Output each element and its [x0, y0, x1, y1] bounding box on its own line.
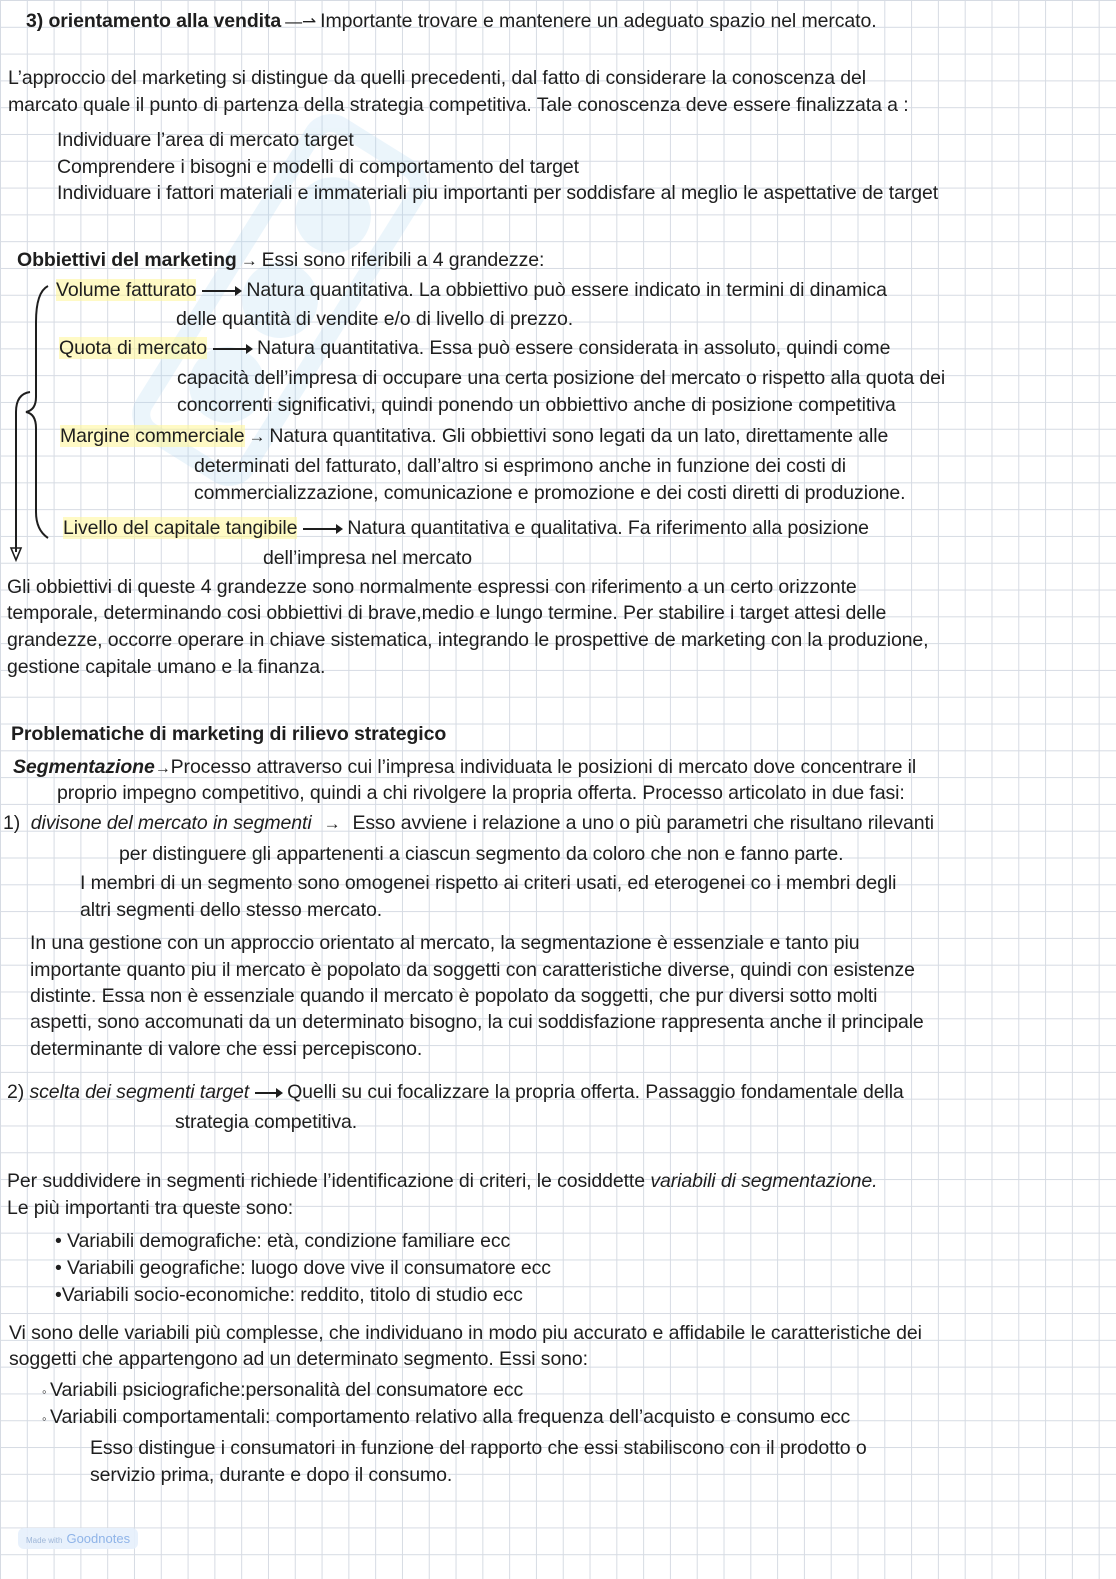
step1-num: 1) [3, 812, 21, 834]
capitale-row [63, 515, 869, 541]
margine-label: Margine commerciale [60, 425, 245, 447]
summary-line-4: gestione capitale umano e la finanza. [7, 656, 326, 678]
margine-line-3: commercializzazione, comunicazione e promozione e dei costi diretti di produzione. [194, 482, 906, 504]
segmentazione-line-2: proprio impegno competitivo, quindi a chi rivolgere la propria offerta. Processo articolato in due fasi: [57, 782, 905, 804]
arrow-right-icon: —⇀ [285, 12, 317, 31]
circle-bullet-icon: ◦ [42, 1411, 51, 1426]
volume-line-1: Natura quantitativa. La obbiettivo può essere indicato in termini di dinamica [246, 279, 887, 301]
complex-item-1 [42, 1377, 523, 1405]
volume-label: Volume fatturato [56, 279, 197, 301]
complex-item-2 [42, 1404, 850, 1432]
badge-brand: Goodnotes [66, 1531, 131, 1546]
orientamento-text: Importante trovare e mantenere un adeguato spazio nel mercato. [320, 10, 877, 32]
basic-item-3 [55, 1282, 523, 1308]
badge-small: Made with [26, 1536, 63, 1545]
volume-line-2: delle quantità di vendite e/o di livello di prezzo. [176, 308, 574, 330]
para-line-2: importante quanto piu il mercato è popolato da soggetti con caratteristiche diverse, quindi con esistenze [30, 959, 915, 981]
summary-line-1: Gli obbiettivi di queste 4 grandezze sono normalmente espressi con riferimento a un certo orizzonte [7, 576, 857, 598]
orientamento-row [26, 8, 877, 35]
arrow-right-icon: → [248, 427, 266, 446]
intro-item-1: Individuare l’area di mercato target [57, 129, 354, 151]
quota-line-1: Natura quantitativa. Essa può essere considerata in assoluto, quindi come [256, 337, 891, 359]
brace-icon [8, 282, 56, 572]
obiettivi-subtitle: Essi sono riferibili a 4 grandezze: [261, 249, 545, 271]
bullet-icon: • [55, 1284, 62, 1306]
long-arrow-icon [213, 348, 251, 350]
complex-note-2: servizio prima, durante e dopo il consumo. [90, 1464, 453, 1486]
obiettivi-heading: Obbiettivi del marketing [17, 249, 237, 271]
arrow-right-icon: → [154, 760, 171, 777]
long-arrow-icon [202, 290, 240, 292]
orientamento-heading: 3) orientamento alla vendita [26, 10, 282, 32]
variabili-line-1-italic: variabili di segmentazione. [650, 1170, 878, 1192]
arrow-right-icon: → [323, 814, 341, 833]
margine-row [60, 423, 888, 450]
goodnotes-badge [18, 1528, 138, 1549]
quota-label: Quota di mercato [59, 337, 207, 359]
segmentazione-line-1: Processo attraverso cui l’impresa individuata le posizioni di mercato dove concentrare il [170, 756, 917, 778]
margine-line-2: determinati del fatturato, dall’altro si esprimono anche in funzione dei costi di [194, 455, 847, 477]
step1-line-2: per distinguere gli appartenenti a ciascun segmento da coloro che non e fanno parte. [119, 843, 844, 865]
basic-item-1-text: Variabili demografiche: età, condizione familiare ecc [67, 1230, 511, 1252]
step1-row [3, 810, 934, 837]
para-line-1: In una gestione con un approccio orientato al mercato, la segmentazione è essenziale e tanto piu [30, 932, 860, 954]
basic-item-3-text: Variabili socio-economiche: reddito, titolo di studio ecc [61, 1284, 523, 1306]
complex-intro-1: Vi sono delle variabili più complesse, che individuano in modo piu accurato e affidabile le caratteristiche dei [9, 1322, 922, 1344]
complex-intro-2: soggetti che appartengono ad un determinato segmento. Essi sono: [9, 1348, 588, 1370]
step1-line-4: altri segmenti dello stesso mercato. [80, 899, 383, 921]
step1-label: divisone del mercato in segmenti [30, 812, 312, 834]
margine-line-1: Natura quantitativa. Gli obbiettivi sono legati da un lato, direttamente alle [269, 425, 889, 447]
problematiche-heading: Problematiche di marketing di rilievo strategico [11, 723, 447, 745]
long-arrow-icon [255, 1092, 281, 1094]
quota-row [59, 335, 890, 361]
arrow-right-icon: → [240, 251, 258, 270]
summary-line-2: temporale, determinando cosi obbiettivi di brave,medio e lungo termine. Per stabilire i target attesi delle [7, 602, 887, 624]
step2-line-1: Quelli su cui focalizzare la propria offerta. Passaggio fondamentale della [287, 1081, 904, 1103]
para-line-5: determinante di valore che essi percepiscono. [30, 1038, 423, 1060]
basic-item-2 [55, 1255, 551, 1281]
intro-item-3: Individuare i fattori materiali e immateriali piu importanti per soddisfare al meglio le aspettative de target [57, 182, 939, 204]
capitale-line-2: dell’impresa nel mercato [263, 547, 472, 569]
capitale-label: Livello del capitale tangibile [63, 517, 298, 539]
summary-line-3: grandezze, occorre operare in chiave sistematica, integrando le prospettive de marketing con la produzione, [7, 629, 929, 651]
segmentazione-label: Segmentazione [13, 756, 155, 778]
complex-item-1-text: Variabili psiciografiche:personalità del consumatore ecc [50, 1379, 524, 1401]
long-arrow-icon [303, 528, 341, 530]
quota-line-2: capacità dell’impresa di occupare una certa posizione del mercato o rispetto alla quota dei [177, 367, 946, 389]
capitale-line-1: Natura quantitativa e qualitativa. Fa riferimento alla posizione [347, 517, 869, 539]
variabili-line-1-start: Per suddividere in segmenti richiede l’identificazione di criteri, le cosiddette [7, 1170, 645, 1192]
volume-row [56, 277, 887, 303]
step1-line-3: I membri di un segmento sono omogenei rispetto ai criteri usati, ed eterogenei co i membri degli [80, 872, 897, 894]
step2-row [7, 1079, 904, 1105]
obiettivi-row [17, 247, 544, 274]
para-line-4: aspetti, sono accomunati da un determinato bisogno, la cui soddisfazione rappresenta anche il principale [30, 1011, 924, 1033]
intro-line-1: L’approccio del marketing si distingue da quelli precedenti, dal fatto di considerare la conoscenza del [8, 67, 866, 89]
complex-item-2-text: Variabili comportamentali: comportamento relativo alla frequenza dell’acquisto e consumo ecc [50, 1406, 851, 1428]
step2-line-2: strategia competitiva. [175, 1111, 358, 1133]
quota-line-3: concorrenti significativi, quindi ponendo un obbiettivo anche di posizione competitiva [177, 394, 896, 416]
bullet-icon: • [55, 1257, 68, 1279]
basic-item-1 [55, 1228, 510, 1254]
step2-num: 2) [7, 1081, 25, 1103]
complex-note-1: Esso distingue i consumatori in funzione del rapporto che essi stabiliscono con il prodotto o [90, 1437, 867, 1459]
step1-line-1: Esso avviene i relazione a uno o più parametri che risultano rilevanti [352, 812, 935, 834]
bullet-icon: • [55, 1230, 68, 1252]
variabili-line-1 [7, 1168, 877, 1194]
variabili-line-2: Le più importanti tra queste sono: [7, 1197, 294, 1219]
segmentazione-row [13, 754, 916, 782]
intro-line-2: marcato quale il punto di partenza della strategia competitiva. Tale conoscenza deve essere finalizzata a : [8, 94, 909, 116]
circle-bullet-icon: ◦ [42, 1384, 51, 1399]
step2-label: scelta dei segmenti target [29, 1081, 250, 1103]
intro-item-2: Comprendere i bisogni e modelli di comportamento del target [57, 156, 579, 178]
basic-item-2-text: Variabili geografiche: luogo dove vive il consumatore ecc [67, 1257, 551, 1279]
para-line-3: distinte. Essa non è essenziale quando il mercato è popolato da soggetti, che pur diversi sotto molti [30, 985, 878, 1007]
